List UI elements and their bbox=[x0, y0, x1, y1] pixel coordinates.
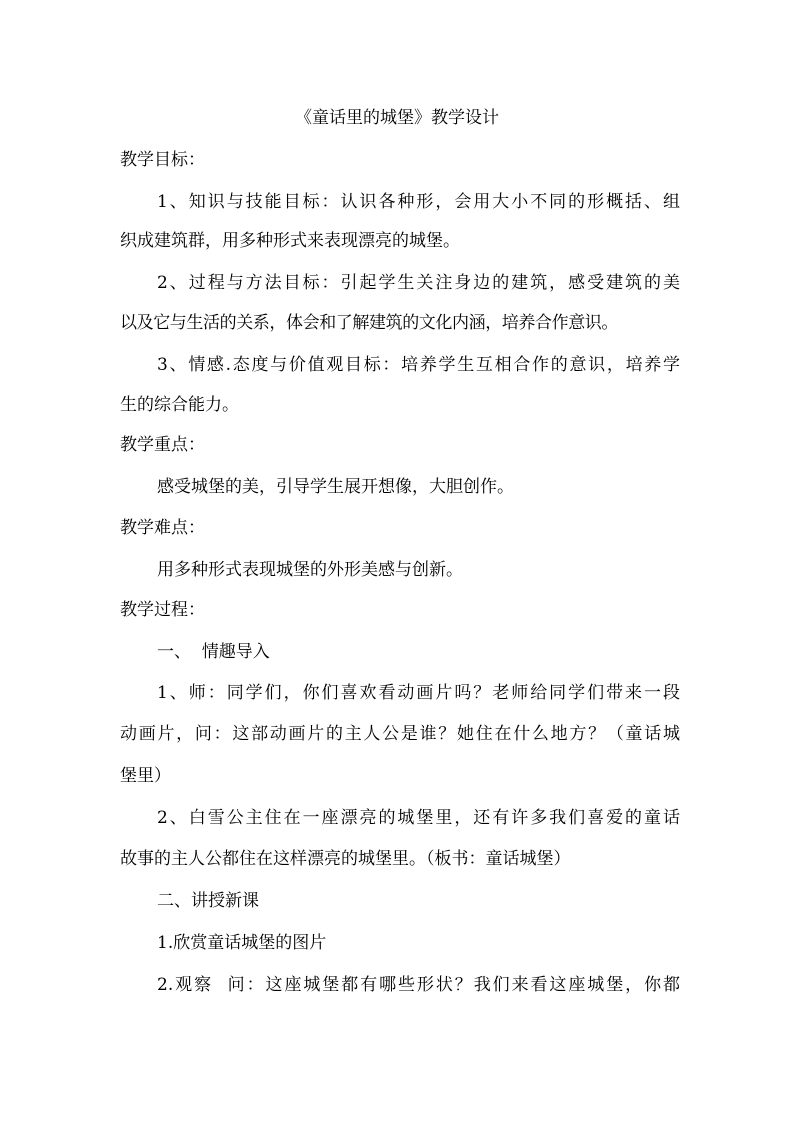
paragraph-line: 故事的主人公都住在这样漂亮的城堡里。（板书：童话城堡） bbox=[120, 849, 571, 869]
paragraph-line: 1、师：同学们，你们喜欢看动画片吗？老师给同学们带来一段 bbox=[157, 683, 680, 703]
paragraph-line: 1.欣赏童话城堡的图片 bbox=[157, 933, 327, 953]
paragraph-line: 堡里） bbox=[120, 766, 171, 786]
paragraph-line: 生的综合能力。 bbox=[120, 395, 239, 415]
paragraph-line: 2、过程与方法目标：引起学生关注身边的建筑，感受建筑的美 bbox=[157, 273, 680, 293]
paragraph-line: 2、白雪公主住在一座漂亮的城堡里，还有许多我们喜爱的童话 bbox=[157, 808, 680, 828]
paragraph-line: 2.观察 问：这座城堡都有哪些形状？我们来看这座城堡，你都 bbox=[157, 975, 680, 995]
subsection-heading: 二、讲授新课 bbox=[157, 891, 259, 911]
paragraph-line: 用多种形式表现城堡的外形美感与创新。 bbox=[157, 560, 463, 580]
section-heading-process: 教学过程： bbox=[120, 600, 205, 620]
paragraph-line: 动画片，问：这部动画片的主人公是谁？她住在什么地方？（童话城 bbox=[120, 724, 680, 744]
paragraph-line: 织成建筑群，用多种形式来表现漂亮的城堡。 bbox=[120, 231, 460, 251]
section-heading-objectives: 教学目标： bbox=[120, 150, 205, 170]
paragraph-line: 感受城堡的美，引导学生展开想像，大胆创作。 bbox=[157, 477, 514, 497]
paragraph-line: 3、情感.态度与价值观目标：培养学生互相合作的意识，培养学 bbox=[157, 355, 680, 375]
paragraph-line: 以及它与生活的关系，体会和了解建筑的文化内涵，培养合作意识。 bbox=[120, 313, 618, 333]
paragraph-line: 1、知识与技能目标：认识各种形，会用大小不同的形概括、组 bbox=[157, 192, 680, 212]
section-heading-difficulties: 教学难点： bbox=[120, 518, 205, 538]
document-title: 《童话里的城堡》教学设计 bbox=[295, 108, 499, 128]
subsection-heading: 一、 情趣导入 bbox=[157, 642, 270, 662]
section-heading-key-points: 教学重点： bbox=[120, 435, 205, 455]
